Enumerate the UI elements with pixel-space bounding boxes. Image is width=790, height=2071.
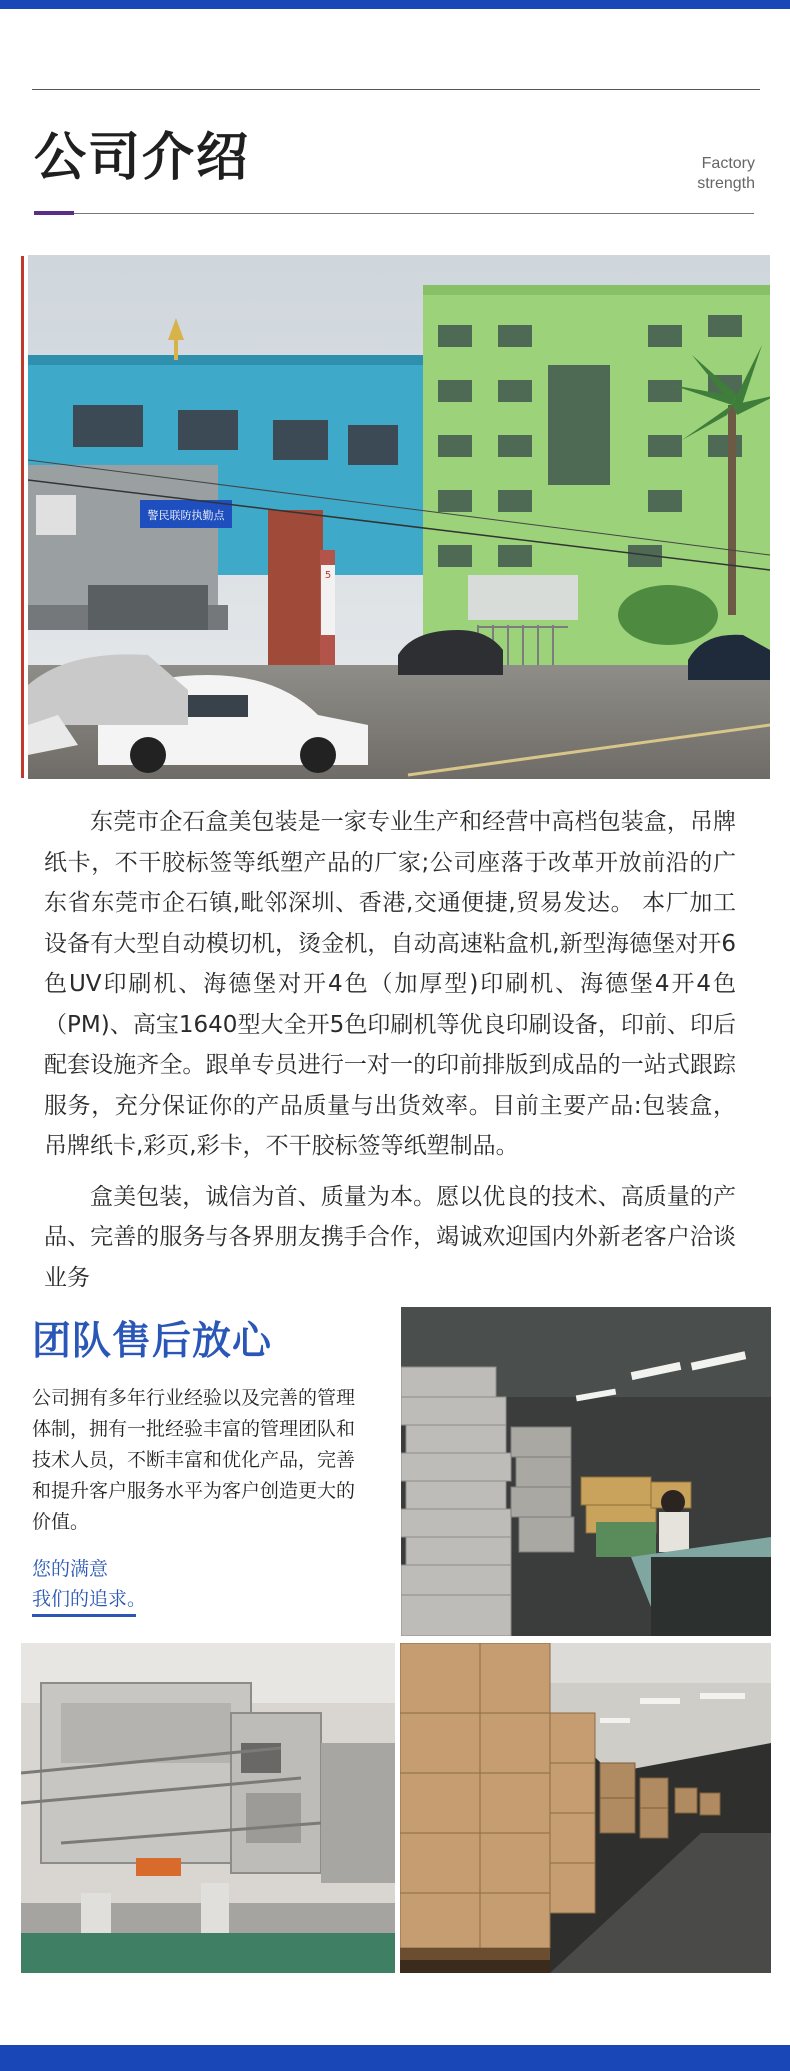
section-title: 公司介绍 bbox=[34, 128, 251, 188]
printing-machine-photo bbox=[21, 1643, 395, 1973]
title-divider bbox=[34, 213, 754, 214]
police-post-sign-text: 警民联防执勤点 bbox=[147, 509, 225, 522]
team-description: 公司拥有多年行业经验以及完善的管理体制，拥有一批经验丰富的管理团队和技术人员，不断丰富和优化产品，完善和提升客户服务水平为客户创造更大的价值。 bbox=[32, 1387, 356, 1533]
team-section-title: 团队售后放心 bbox=[32, 1319, 273, 1364]
title-accent-mark bbox=[34, 211, 74, 215]
subtitle-line-2: strength bbox=[697, 175, 755, 192]
warehouse-stock-photo bbox=[400, 1643, 771, 1973]
slogan-line-2: 我们的追求。 bbox=[32, 1588, 147, 1610]
subtitle-line-1: Factory bbox=[701, 155, 755, 172]
top-divider bbox=[32, 89, 760, 90]
hero-edge-mark bbox=[21, 256, 24, 778]
top-brand-bar bbox=[0, 0, 790, 9]
workshop-photo bbox=[401, 1307, 771, 1636]
factory-exterior-photo bbox=[28, 255, 770, 779]
section-subtitle bbox=[635, 154, 755, 194]
slogan-line-1: 您的满意 bbox=[32, 1558, 109, 1580]
intro-paragraph-2: 盒美包装，诚信为首、质量为本。愿以优良的技术、高质量的产品、完善的服务与各界朋友携手合作，竭诚欢迎国内外新老客户洽谈业务 bbox=[44, 1183, 736, 1291]
bottom-brand-bar bbox=[0, 2045, 790, 2071]
gate-sign-text: 5 bbox=[324, 570, 332, 581]
company-introduction bbox=[44, 802, 736, 1308]
intro-paragraph-1: 东莞市企石盒美包装是一家专业生产和经营中高档包装盒，吊牌纸卡，不干胶标签等纸塑产品的厂家;公司座落于改革开放前沿的广东省东莞市企石镇,毗邻深圳、香港,交通便捷,贸易发达。 本厂加工设备有大型自动模切机，烫金机，自动高速粘盒机,新型海德堡对开6色UV印刷机、海德堡对开4色（加厚型)印刷机、海德堡4开4色 （PM)、高宝1640型大全开5色印刷机等优良印刷设备，印前、印后配套设施齐全。跟单专员进行一对一的印前排版到成品的一站式跟踪服务，充分保证你的产品质量与出货效率。目前主要产品:包装盒，吊牌纸卡,彩页,彩卡，不干胶标签等纸塑制品。 bbox=[44, 809, 736, 1159]
slogan-underline bbox=[32, 1614, 136, 1617]
